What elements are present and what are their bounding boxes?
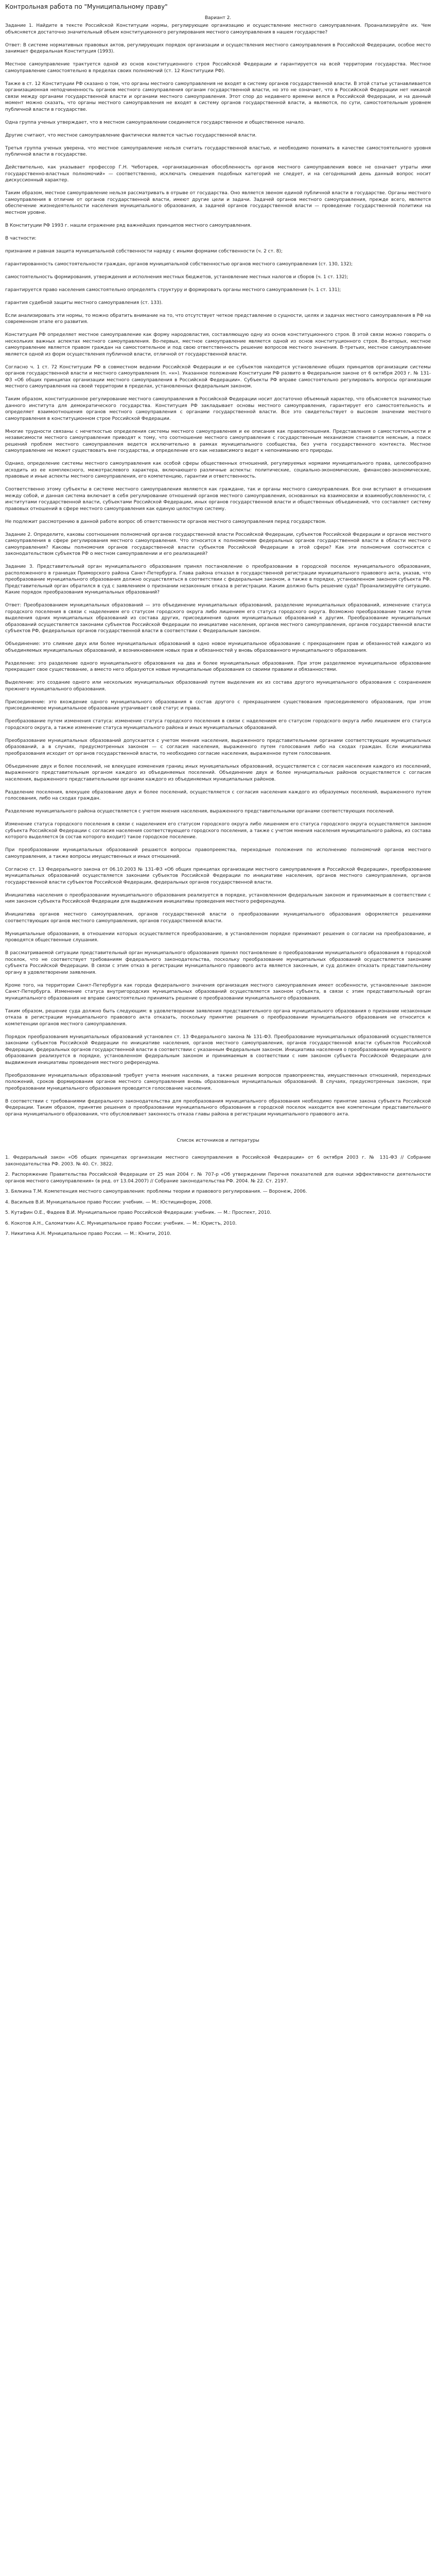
body-paragraph: Одна группа ученых утверждает, что в местном самоуправлении соединяется государственное и общественное начало. xyxy=(5,120,305,125)
body-paragraph: Присоединение: это вхождение одного муниципального образования в состав другого с прекращением существования присоединяемого образования, при этом присоединяемое муниципальное образование утрачивает свой статус и права. xyxy=(5,699,431,711)
body-paragraph: Преобразование муниципальных образований требует учета мнения населения, а также решения вопросов правопреемства, имущественных отношений, переходных положений, сроков формирования органов местного самоуправления вновь образованных муниципальных образований. В случаях, предусмотренных законом, при преобразовании муниципального образования проводится голосование населения. xyxy=(5,1073,431,1091)
sources-list xyxy=(5,1155,431,1238)
body-paragraph: Кроме того, на территории Санкт-Петербурга как города федерального значения организация местного самоуправления имеет особенности, установленные законом Санкт-Петербурга. Изменение статуса внутригородских муниципальных образований осуществляется законом субъекта, в связи с этим представительный орган муниципального образования не вправе самостоятельно принимать решение о преобразовании муниципального образования. xyxy=(5,982,431,1001)
body-paragraph: Согласно ст. 13 Федерального закона от 06.10.2003 № 131-ФЗ «Об общих принципах организации местного самоуправления в Российской Федерации», преобразование муниципальных образований осуществляется законами субъектов Российской Федерации по инициативе населения, органов местного самоуправления, органов государственной власти субъектов Российской Федерации, федеральных органов государственной власти. xyxy=(5,867,431,885)
body-paragraph: Задание 3. Представительный орган муниципального образования принял постановление о преобразовании в городской поселок муниципального образования, расположенного в границах Приморского района Санкт-Петербурга. Глава района отказал в государственной регистрации муниципального правового акта, указав, что преобразование муниципального образования должно осуществляться в соответствии с федеральным законом, а также в порядке, установленном законом субъекта РФ. Представительный орган обратился в суд с заявлением о признании незаконным отказа в регистрации. Каким должно быть решение суда? Проанализируйте ситуацию. Какие порядок преобразования муниципальных образований? xyxy=(5,564,431,595)
body-paragraph: Инициатива населения о преобразовании муниципального образования реализуется в порядке, установленном федеральным законом и принимаемым в соответствии с ним законом субъекта Российской Федерации для выдвижения инициативы проведения местного референдума. xyxy=(5,892,431,904)
source-item: 4. Васильев В.И. Муниципальное право России: учебник. — М.: Юстицинформ, 2008. xyxy=(5,1199,213,1205)
body-paragraph: Выделение: это создание одного или нескольких муниципальных образований путем выделения их из состава другого муниципального образования с сохранением прежнего муниципального образования. xyxy=(5,680,431,692)
body-paragraph: Действительно, как указывает профессор Г.Н. Чеботарев, «организационная обособленность органов местного самоуправления вовсе не означает утраты ими государственно-властных полномочий» — соответственно, исключать смешения подобных категорий не следует, и на сегодняшний день данный вопрос носит дискуссионный характер. xyxy=(5,165,431,183)
body-paragraph: Таким образом, местное самоуправление нельзя рассматривать в отрыве от государства. Оно является звеном единой публичной власти в государстве. Органы местного самоуправления в отличие от органов государственной власти, имеют другие цели и задачи. Задачей органов местного самоуправления, прежде всего, является обеспечение жизнедеятельности населения муниципального образования, а задачей органов государственной власти — проведение государственной политики на местном уровне. xyxy=(5,191,431,215)
body-paragraph: Многие трудности связаны с нечеткостью определения системы местного самоуправления и ее описания как правоотношения. Представления о самостоятельности и независимости местного самоуправления приводят к тому, что соотношение местного самоуправления с государственным механизмом становится неясным, а поиск решений проблем местного самоуправления ведется исключительно в рамках муниципального сообщества, без учета государственного контекста. Местное самоуправление не может существовать вне государства, и определение его как независимого ведет к непониманию его природы. xyxy=(5,429,431,453)
source-item: 1. Федеральный закон «Об общих принципах организации местного самоуправления в Российской Федерации» от 6 октября 2003 г. № 131-ФЗ // Собрание законодательства РФ. 2003. № 40. Ст. 3822. xyxy=(5,1155,431,1167)
source-item: 5. Кутафин О.Е., Фадеев В.И. Муниципальное право Российской Федерации: учебник. — М.: Проспект, 2010. xyxy=(5,1210,272,1215)
body-paragraph: Разделение поселения, влекущее образование двух и более поселений, осуществляется с согласия населения каждого из образуемых поселений, выраженного путем голосования, либо на сходах граждан. xyxy=(5,789,431,801)
source-item: 7. Никитина А.Н. Муниципальное право России. — М.: Юнити, 2010. xyxy=(5,1231,171,1236)
body-paragraph: В Конституции РФ 1993 г. нашли отражение ряд важнейших принципов местного самоуправления. xyxy=(5,223,252,228)
document-title: Контрольная работа по "Муниципальному праву" xyxy=(5,3,168,10)
body-paragraph: гарантируется право населения самостоятельно определять структуру и формировать органы местного самоуправления (ч. 1 ст. 131); xyxy=(5,287,341,293)
body-paragraph: Ответ: В системе нормативных правовых актов, регулирующих порядок организации и осуществления местного самоуправления в Российской Федерации, особое место занимает федеральная Конституция (1993). xyxy=(5,42,431,54)
body-paragraph: Ответ: Преобразованием муниципальных образований — это объединение муниципальных образований, разделение муниципальных образований, изменение статуса городского поселения в связи с наделением его статусом городского округа либо лишением его статуса городского округа. Возможно преобразование также путем выделения одних муниципальных образований из состава других, присоединения одних муниципальных образований к другим. Преобразование муниципальных образований осуществляется законами субъектов Российской Федерации по инициативе населения, органов местного самоуправления, органов государственной власти субъектов РФ, федеральных органов государственной власти в соответствии с Федеральным законом. xyxy=(5,603,431,634)
body-paragraph: Таким образом, решение суда должно быть следующим: в удовлетворении заявления представительного органа муниципального образования о признании незаконным отказа в регистрации муниципального правового акта отказать, поскольку принятие решения о преобразовании муниципального образования не относится к компетенции органов местного самоуправления. xyxy=(5,1008,431,1027)
sources-title: Список источников и литературы xyxy=(177,1138,259,1143)
body-paragraph: В рассматриваемой ситуации представительный орган муниципального образования принял постановление о преобразовании муниципального образования в городской поселок, что не соответствует требованиям федерального законодательства, поскольку преобразование муниципальных образований осуществляется законами субъекта Российской Федерации. В связи с этим отказ в регистрации муниципального правового акта является законным, и суд должен отказать представительному органу в удовлетворении заявления. xyxy=(5,951,431,975)
body-paragraph: В частности: xyxy=(5,235,37,241)
body-paragraph: Однако, определение системы местного самоуправления как особой сферы общественных отношений, регулируемых нормами муниципального права, целесообразно исходить из ее комплексного, межотраслевого характера, включающего различные аспекты: политические, социально-экономические, финансово-экономические, правовые и иные аспекты местного самоуправления, его компетенцию, гарантии и ответственность. xyxy=(5,461,431,479)
body-paragraph: Другие считают, что местное самоуправление фактически является частью государственной власти. xyxy=(5,132,257,138)
body-paragraph: Третья группа ученых уверена, что местное самоуправление нельзя считать государственной властью, и необходимо понимать в качестве самостоятельного уровня публичной власти в государстве. xyxy=(5,145,431,157)
body-paragraph: самостоятельность формирования, утверждения и исполнения местных бюджетов, установление местных налогов и сборов (ч. 1 ст. 132); xyxy=(5,274,348,280)
body-paragraph: Муниципальные образования, в отношении которых осуществляется преобразование, в установленном порядке принимают решения о согласии на преобразование, и проводятся общественные слушания. xyxy=(5,931,431,943)
source-item: 3. Бялкина Т.М. Компетенция местного самоуправления: проблемы теории и правового регулирования. — Воронеж, 2006. xyxy=(5,1189,307,1194)
body-paragraph: Порядок преобразования муниципальных образований установлен ст. 13 Федерального закона № 131-ФЗ. Преобразование муниципальных образований осуществляется законами субъектов Российской Федерации по инициативе населения, органов местного самоуправления, органов государственной власти субъектов Российской Федерации, федеральных органов государственной власти в соответствии с указанным Федеральным законом. Инициатива населения о преобразовании муниципального образования реализуется в порядке, установленном федеральным законом и принимаемым в соответствии с ним законом субъекта Российской Федерации для выдвижения инициативы проведения местного референдума. xyxy=(5,1034,431,1065)
body-paragraph: Преобразование муниципальных образований допускается с учетом мнения населения, выраженного представительными органами соответствующих муниципальных образований, а в случаях, предусмотренных законом — с согласия населения, выраженного путем голосования либо на сходах граждан. Если инициатива преобразования исходит от органов государственной власти, то необходимо согласие населения, выраженное путем голосования. xyxy=(5,738,431,756)
body-paragraph: гарантированность самостоятельности граждан, органов муниципальной собственностью органов местного самоуправления (ст. 130, 132); xyxy=(5,261,353,267)
source-item: 2. Распоряжение Правительства Российской Федерации от 25 мая 2004 г. № 707-р «Об утверждении Перечня показателей для оценки эффективности деятельности органов местного самоуправления» (в ред. от 13.04.2007) // Собрание законодательства РФ. 2004. № 22. Ст. 2197. xyxy=(5,1172,431,1184)
body-paragraph: Разделение муниципального района осуществляется с учетом мнения населения, выраженного представительными органами соответствующих поселений. xyxy=(5,809,394,814)
source-item: 6. Кокотов А.Н., Саломаткин А.С. Муниципальное право России: учебник. — М.: Юристъ, 2010. xyxy=(5,1221,237,1226)
body-paragraph: гарантия судебной защиты местного самоуправления (ст. 133). xyxy=(5,300,163,306)
body-paragraph: Инициатива органов местного самоуправления, органов государственной власти о преобразовании муниципального образования оформляется решениями соответствующих органов местного самоуправления, органов государственной власти. xyxy=(5,912,431,924)
document-page xyxy=(0,0,436,1257)
body-paragraph: Преобразование путем изменения статуса: изменение статуса городского поселения в связи с наделением его статусом городского округа либо лишением его статуса городского округа, а также изменение статуса муниципального района и иных муниципальных образований. xyxy=(5,719,431,731)
body-paragraph: Согласно ч. 1 ст. 72 Конституции РФ в совместном ведении Российской Федерации и ее субъектов находится установление общих принципов организации системы органов государственной власти и местного самоуправления (п. «н»). Указанное положение Конституции РФ развито в Федеральном законе от 6 октября 2003 г. № 131-ФЗ «Об общих принципах организации местного самоуправления в Российской Федерации». Субъекты РФ вправе самостоятельно регулировать вопросы организации местного самоуправления на своей территории в пределах, установленных федеральным законом. xyxy=(5,364,431,389)
body-paragraph: Таким образом, конституционное регулирование местного самоуправления в Российской Федерации носит достаточно объемный характер, что объясняется значимостью данного института для демократического государства. Конституция РФ закладывает основы местного самоуправления, гарантирует его самостоятельность и определяет взаимоотношения органов местного самоуправления с органами государственной власти. Все это свидетельствует о высоком значении местного самоуправления в конституционном строе Российской Федерации. xyxy=(5,397,431,421)
body-paragraph: Объединение: это слияние двух или более муниципальных образований в одно новое муниципальное образование с прекращением прав и обязанностей каждого из объединяемых муниципальных образований, и возникновением новых прав и обязанностей у вновь образованного муниципального образования. xyxy=(5,641,431,653)
body-paragraph: Также в ст. 12 Конституции РФ сказано о том, что органы местного самоуправления не входят в систему органов государственной власти. В этой статье устанавливается организационная неподчиненность органов местного самоуправления органам государственной власти, но это не означает, что в Российской Федерации нет никакой связи между органами государственной власти и органами местного самоуправления. Этот спор до недавнего времени велся в Российской Федерации, и на данный момент можно сказать, что органы местного самоуправления не входят в систему органов государственной власти, а являются, по сути, самостоятельным уровнем публичной власти в государстве. xyxy=(5,81,431,112)
body-paragraph: Задание 2. Определите, каковы соотношения полномочий органов государственной власти Российской Федерации, субъектов Российской Федерации и органов местного самоуправления в сфере регулирования местного самоуправления. Что относится к полномочиям федеральных органов государственной власти в области местного самоуправления? Каковы полномочия органов государственной власти субъектов Российской Федерации в этой сфере? Как эти полномочия соотносятся с законодательством субъектов РФ о местном самоуправлении и его реализацией? xyxy=(5,532,431,556)
body-paragraph: признание и равная защита муниципальной собственности наряду с иными формами собственности (ч. 2 ст. 8); xyxy=(5,248,283,254)
body-paragraph: При преобразовании муниципальных образований решаются вопросы правопреемства, переходные положения по исполнению полномочий органов местного самоуправления, а также вопросы имущественных и иных отношений. xyxy=(5,848,431,859)
body-paragraph: Изменение статуса городского поселения в связи с наделением его статусом городского округа либо лишением его статуса городского округа осуществляется законом субъекта Российской Федерации с согласия населения соответствующего городского поселения, а также с учетом мнения населения муниципального района, из состава которого выделяется (в состав которого входит) такое городское поселение. xyxy=(5,822,431,840)
body-paragraph: В соответствии с требованиями федерального законодательства для преобразования муниципального образования необходимо принятие закона субъекта Российской Федерации. Таким образом, принятие решения о преобразовании муниципального образования в городской поселок находится вне компетенции представительного органа муниципального образования, что обусловливает законность отказа главы района в регистрации муниципального правового акта. xyxy=(5,1098,431,1117)
body-paragraph: Разделение: это разделение одного муниципального образования на два и более муниципальных образования. При этом разделяемое муниципальное образование прекращает свое существование, а вместо него образуются новые муниципальные образования со своими правами и обязанностями. xyxy=(5,660,431,672)
body-paragraph: Если анализировать эти нормы, то можно обратить внимание на то, что отсутствует четкое представление о сущности, целях и задачах местного самоуправления в РФ на современном этапе его развития. xyxy=(5,313,431,325)
body-paragraph: Конституция РФ определяет местное самоуправление как форму народовластия, составляющую одну из основ конституционного строя. В этой связи можно говорить о нескольких важных аспектах местного самоуправления. Во-первых, местное самоуправление является одной из основ конституционного строя. Во-вторых, местное самоуправление является правом граждан на самостоятельное и под свою ответственность решение вопросов местного значения. В-третьих, местное самоуправление является одной из форм осуществления публичной власти, отличной от государственной власти. xyxy=(5,332,431,357)
body-paragraph: Местное самоуправление трактуется одной из основ конституционного строя Российской Федерации и гарантируется на всей территории государства. Местное самоуправление самостоятельно в пределах своих полномочий (ст. 12 Конституции РФ). xyxy=(5,62,431,74)
body-paragraph: Соответственно этому субъекты в системе местного самоуправления являются как граждане, так и органы местного самоуправления. Все они вступают в отношения между собой, и данная система включает в себя регулирование отношений органов местного самоуправления, основанных на взаимосвязи и взаимообусловленности, с институтами государственной власти, субъектами Российской Федерации, иных органов государственной власти и общественных объединений, что составляет систему правовых отношений в сфере местного самоуправления как единую целостную систему. xyxy=(5,487,431,512)
body-paragraph: Объединение двух и более поселений, не влекущее изменения границ иных муниципальных образований, осуществляется с согласия населения каждого из поселений, выраженного представительным органом каждого из объединяемых поселений. Объединение двух и более муниципальных районов осуществляется с согласия населения, выраженного представительными органами каждого из объединяемых муниципальных районов. xyxy=(5,764,431,782)
body-paragraph: Не подлежит рассмотрению в данной работе вопрос об ответственности органов местного самоуправления перед государством. xyxy=(5,519,326,524)
variant-label: Вариант 2. xyxy=(204,15,232,21)
body-paragraph: Задание 1. Найдите в тексте Российской Конституции нормы, регулирующие организацию и осуществление местного самоуправления. Проанализируйте их. Чем объясняется достаточно значительный объем конституционного регулирования местного самоуправления в нашем государстве? xyxy=(5,23,431,35)
document-body xyxy=(5,23,431,1117)
